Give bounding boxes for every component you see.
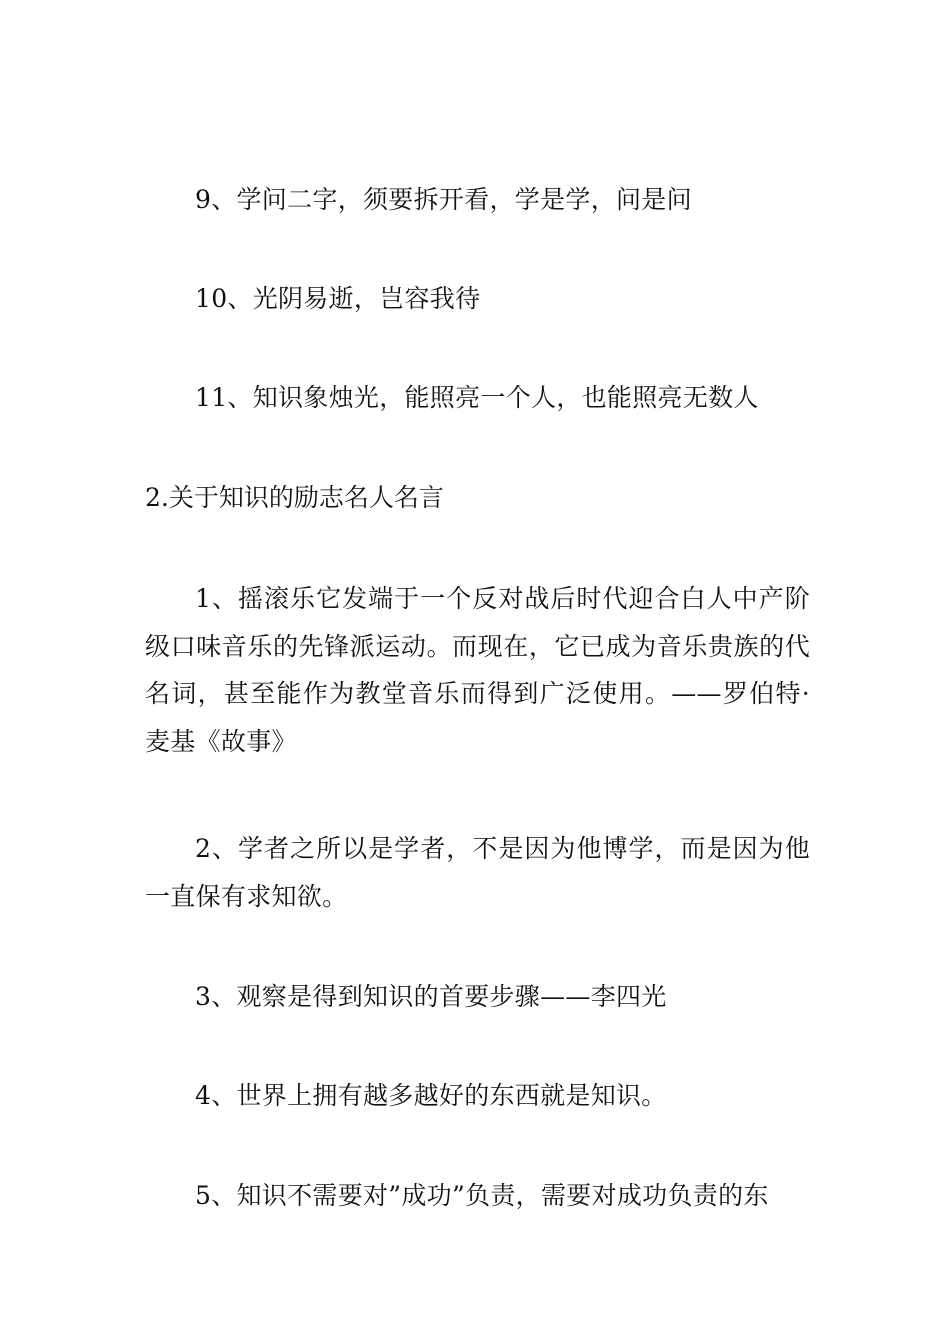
list-item: 9、学问二字，须要拆开看，学是学，问是问 <box>195 185 692 214</box>
quote-paragraph: 2、学者之所以是学者，不是因为他博学，而是因为他一直保有求知欲。 <box>145 834 810 911</box>
quote-paragraph: 4、世界上拥有越多越好的东西就是知识。 <box>195 1081 667 1110</box>
quote-paragraph: 5、知识不需要对”成功”负责，需要对成功负责的东 <box>195 1181 769 1210</box>
list-item: 10、光阴易逝，岂容我待 <box>195 284 481 313</box>
quote-paragraph: 1、摇滚乐它发端于一个反对战后时代迎合白人中产阶级口味音乐的先锋派运动。而现在，它已成为音乐贵族的代名词，甚至能作为教堂音乐而得到广泛使用。——罗伯特·麦基《故事》 <box>145 584 810 756</box>
quote-paragraph: 3、观察是得到知识的首要步骤——李四光 <box>195 982 667 1011</box>
list-item: 11、知识象烛光，能照亮一个人，也能照亮无数人 <box>195 383 759 412</box>
section-heading: 2.关于知识的励志名人名言 <box>145 483 444 512</box>
